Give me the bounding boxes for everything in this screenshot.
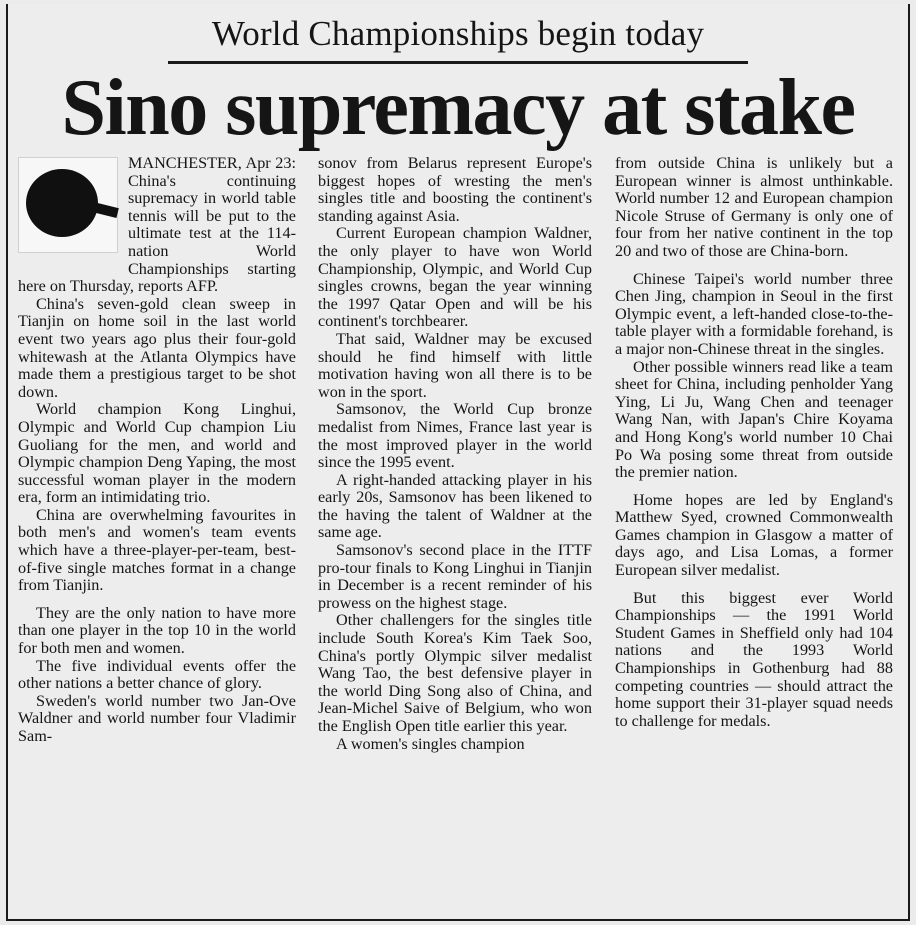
column-2 [318, 155, 592, 753]
paragraph: Chinese Taipei's world number three Chen Jing, champion in Seoul in the first Olympic event, a left-handed close-to-the-table player with a formidable forehand, is a major non-Chinese threat in the singles. [615, 269, 893, 358]
paragraph: That said, Waldner may be excused should he find himself with little motivation having won all there is to be won in the sport. [318, 329, 592, 401]
paragraph: The five individual events offer the other nations a better chance of glory. [18, 656, 296, 693]
paragraph: But this biggest ever World Championships — the 1991 World Student Games in Sheffield only had 104 nations and the 1993 World Championships in Gothenburg had 88 competing countries — should attract the home support their 31-player squad needs to challenge for medals. [615, 588, 893, 730]
paragraph: China's seven-gold clean sweep in Tianjin on home soil in the last world event two years ago plus their four-gold whitewash at the Atlanta Olympics have made them a prestigious target to be shot down. [18, 294, 296, 401]
paragraph: Current European champion Waldner, the only player to have won World Championship, Olympic, and World Cup singles crowns, began the year winning the 1997 Qatar Open and will be his continent's torchbearer. [318, 224, 592, 331]
main-headline: Sino supremacy at stake [61, 64, 855, 152]
paragraph: Home hopes are led by England's Matthew Syed, crowned Commonwealth Games champion in Glasgow a matter of days ago, and Lisa Lomas, a former European silver medalist. [615, 490, 893, 580]
paragraph: Samsonov's second place in the ITTF pro-tour finals to Kong Linghui in Tianjin in December is a recent reminder of his prowess on the highest stage. [318, 541, 592, 612]
column-1 [18, 155, 296, 746]
paragraph: World champion Kong Linghui, Olympic and World Cup champion Liu Guoliang for the men, and world and Olympic champion Deng Yaping, the most successful woman player in the modern era, form an intimidating trio. [18, 400, 296, 507]
paddle-head-icon [26, 169, 98, 237]
paragraph: sonov from Belarus represent Europe's biggest hopes of wresting the men's singles title and boosting the continent's standing against Asia. [318, 154, 592, 225]
paragraph: A women's singles champion [336, 734, 525, 753]
paragraph: China are overwhelming favourites in both men's and women's team events which have a three-player-per-team, best-of-five single matches format in a change from Tianjin. [18, 505, 296, 595]
paragraph: Sweden's world number two Jan-Ove Waldner and world number four Vladimir Sam- [18, 691, 296, 745]
paragraph: MANCHESTER, Apr 23: China's continuing supremacy in world table tennis will be put to the ultimate test at the 114-nation World Championships starting here on Thursday, reports AFP. [18, 154, 296, 296]
paragraph: Other possible winners read like a team sheet for China, including penholder Yang Ying, Li Ju, Wang Chen and teenager Wang Nan, with Japan's Chire Koyama and Hong Kong's world number 10 Chai Po Wa posing some threat from outside the premier nation. [615, 357, 893, 482]
paragraph: Other challengers for the singles title include South Korea's Kim Taek Soo, China's portly Olympic silver medalist Wang Tao, the best defensive player in the world Ding Song also of China, and Jean-Michel Saive of Belgium, who won the English Open title earlier this year. [318, 611, 592, 735]
paragraph: They are the only nation to have more than one player in the top 10 in the world for both men and women. [18, 603, 296, 658]
paragraph: A right-handed attacking player in his early 20s, Samsonov has been likened to the having the talent of Waldner at the same age. [318, 470, 592, 542]
paragraph: from outside China is unlikely but a European winner is almost unthinkable. World number 12 and European champion Nicole Struse of Germany is only one of four from her native continent in the top 20 and two of those are China-born. [615, 154, 893, 260]
column-3 [615, 155, 893, 730]
table-tennis-paddle-icon [18, 157, 118, 263]
kicker-headline: World Championships begin today [211, 14, 705, 53]
paragraph: Samsonov, the World Cup bronze medalist from Nimes, France last year is the most improved player in the world since the 1995 event. [318, 400, 592, 472]
